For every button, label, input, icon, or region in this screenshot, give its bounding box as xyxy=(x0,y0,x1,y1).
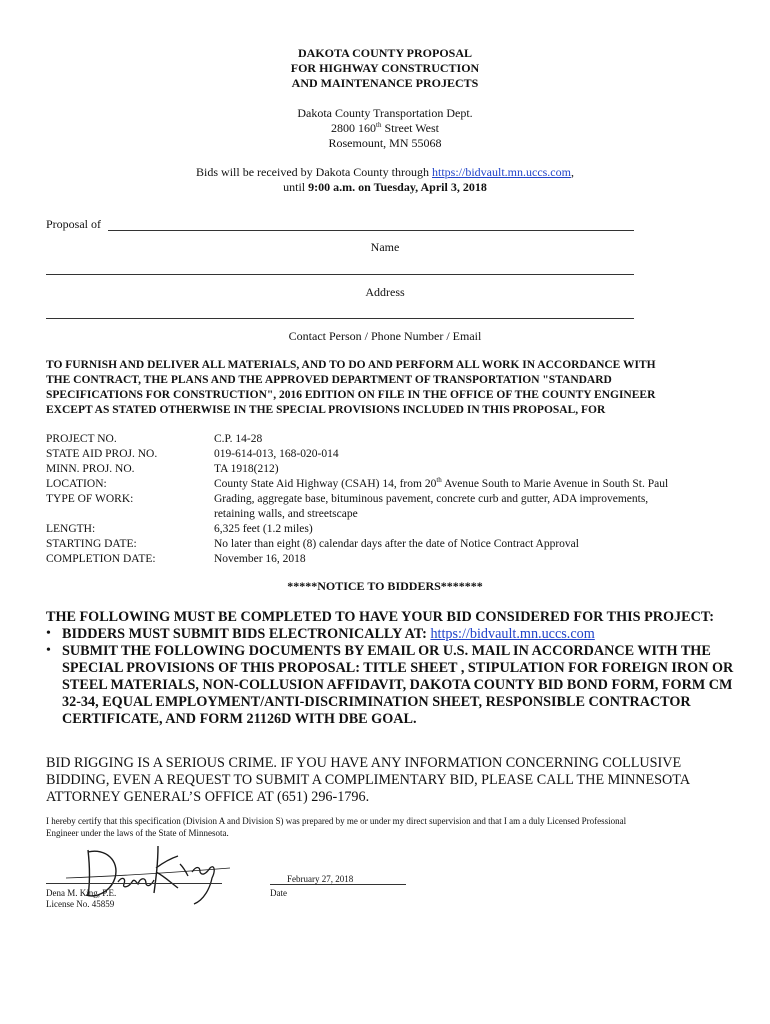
bullet-2-line4: 32-34, EQUAL EMPLOYMENT/ANTI-DISCRIMINATION SHEET, RESPONSIBLE CONTRACTOR xyxy=(62,694,691,710)
date-line xyxy=(270,884,406,885)
bidvault-link[interactable]: https://bidvault.mn.uccs.com xyxy=(431,165,571,179)
dept-city: Rosemount, MN 55068 xyxy=(328,136,442,150)
engineer-name: Dena M. King, P.E. xyxy=(46,888,117,898)
location-label: LOCATION: xyxy=(46,478,107,490)
furnish-line4: EXCEPT AS STATED OTHERWISE IN THE SPECIAL PROVISIONS INCLUDED IN THIS PROPOSAL, FOR xyxy=(46,404,606,416)
length-label: LENGTH: xyxy=(46,523,96,535)
length-value: 6,325 feet (1.2 miles) xyxy=(214,523,313,535)
bullet-2-line3: STEEL MATERIALS, NON-COLLUSION AFFIDAVIT, DAKOTA COUNTY BID BOND FORM, FORM CM xyxy=(62,677,733,693)
minn-proj-value: TA 1918(212) xyxy=(214,463,279,475)
license-number: License No. 45859 xyxy=(46,899,115,909)
certify-line2: Engineer under the laws of the State of Minnesota. xyxy=(46,828,229,838)
state-aid-label: STATE AID PROJ. NO. xyxy=(46,448,158,460)
rigging-line1: BID RIGGING IS A SERIOUS CRIME. IF YOU HAVE ANY INFORMATION CONCERNING COLLUSIVE xyxy=(46,755,682,771)
doc-title-line3: AND MAINTENANCE PROJECTS xyxy=(291,76,479,90)
name-label: Name xyxy=(370,240,400,254)
notice-title: *****NOTICE TO BIDDERS******* xyxy=(287,579,483,593)
completion-date-label: COMPLETION DATE: xyxy=(46,553,156,565)
location-value: County State Aid Highway (CSAH) 14, from 20th Avenue South to Marie Avenue in South St. Paul xyxy=(214,476,669,490)
signature-line xyxy=(46,883,222,884)
starting-date-value: No later than eight (8) calendar days after the date of Notice Contract Approval xyxy=(214,538,579,550)
bullet-2-line1: SUBMIT THE FOLLOWING DOCUMENTS BY EMAIL OR U.S. MAIL IN ACCORDANCE WITH THE xyxy=(62,643,711,659)
furnish-line2: THE CONTRACT, THE PLANS AND THE APPROVED DEPARTMENT OF TRANSPORTATION "STANDARD xyxy=(46,374,612,386)
proposal-of-label: Proposal of xyxy=(46,217,101,231)
dept-name: Dakota County Transportation Dept. xyxy=(297,106,473,120)
bullet-1-text: BIDDERS MUST SUBMIT BIDS ELECTRONICALLY AT: https://bidvault.mn.uccs.com xyxy=(62,626,595,642)
certify-line1: I hereby certify that this specification (Division A and Division S) was prepared by me or under my direct supervision and that I am a duly Licensed Professional xyxy=(46,816,627,826)
type-of-work-label: TYPE OF WORK: xyxy=(46,493,134,505)
bullet-2-line5: CERTIFICATE, AND FORM 21126D WITH DBE GOAL. xyxy=(62,711,417,727)
proposal-name-line[interactable] xyxy=(108,230,634,231)
signature-date-value: February 27, 2018 xyxy=(287,874,354,884)
bullet-2-marker: • xyxy=(46,643,51,658)
address-label: Address xyxy=(365,285,405,299)
furnish-line1: TO FURNISH AND DELIVER ALL MATERIALS, AND TO DO AND PERFORM ALL WORK IN ACCORDANCE WITH xyxy=(46,359,656,371)
project-no-value: C.P. 14-28 xyxy=(214,433,263,445)
contact-label: Contact Person / Phone Number / Email xyxy=(288,329,482,343)
bids-received-line: Bids will be received by Dakota County through https://bidvault.mn.uccs.com, xyxy=(196,165,574,179)
completion-date-value: November 16, 2018 xyxy=(214,553,306,565)
notice-heading: THE FOLLOWING MUST BE COMPLETED TO HAVE YOUR BID CONSIDERED FOR THIS PROJECT: xyxy=(46,609,714,625)
furnish-line3: SPECIFICATIONS FOR CONSTRUCTION", 2016 EDITION ON FILE IN THE OFFICE OF THE COUNTY ENGINEER xyxy=(46,389,656,401)
bidvault-link-2[interactable]: https://bidvault.mn.uccs.com xyxy=(430,626,595,642)
dept-street: 2800 160th Street West xyxy=(331,121,439,135)
rigging-line2: BIDDING, EVEN A REQUEST TO SUBMIT A COMPLIMENTARY BID, PLEASE CALL THE MINNESOTA xyxy=(46,772,691,788)
doc-title-line2: FOR HIGHWAY CONSTRUCTION xyxy=(290,61,480,75)
bullet-1-marker: • xyxy=(46,626,51,641)
type-of-work-value-line1: Grading, aggregate base, bituminous pavement, concrete curb and gutter, ADA improvements, xyxy=(214,493,649,505)
project-no-label: PROJECT NO. xyxy=(46,433,117,445)
doc-title-line1: DAKOTA COUNTY PROPOSAL xyxy=(297,46,472,60)
address-line[interactable] xyxy=(46,274,634,275)
bids-deadline-line: until 9:00 a.m. on Tuesday, April 3, 2018 xyxy=(283,180,487,194)
minn-proj-label: MINN. PROJ. NO. xyxy=(46,463,135,475)
starting-date-label: STARTING DATE: xyxy=(46,538,137,550)
type-of-work-value-line2: retaining walls, and streetscape xyxy=(214,508,358,520)
bullet-2-line2: SPECIAL PROVISIONS OF THIS PROPOSAL: TITLE SHEET , STIPULATION FOR FOREIGN IRON OR xyxy=(62,660,734,676)
date-label: Date xyxy=(270,888,287,898)
contact-line[interactable] xyxy=(46,318,634,319)
rigging-line3: ATTORNEY GENERAL’S OFFICE AT (651) 296-1796. xyxy=(46,789,370,805)
state-aid-value: 019-614-013, 168-020-014 xyxy=(214,448,339,460)
